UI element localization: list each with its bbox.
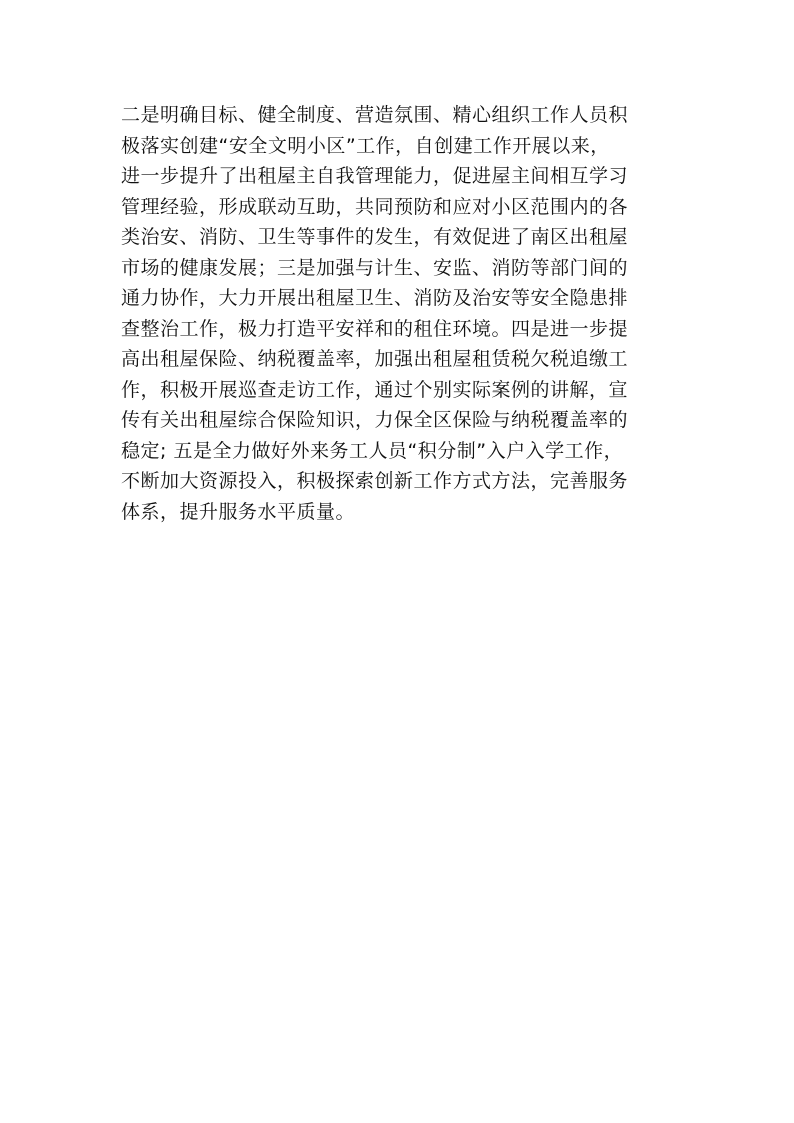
paragraph-line: 不断加大资源投入，积极探索创新工作方式方法，完善服务 <box>121 470 629 492</box>
paragraph-line: 极落实创建“安全文明小区”工作，自创建工作开展以来， <box>121 134 610 157</box>
paragraph-line: 作，积极开展巡查走访工作，通过个别实际案例的讲解，宣 <box>121 378 629 401</box>
paragraph-line: 市场的健康发展；三是加强与计生、安监、消防等部门间的 <box>121 256 629 279</box>
paragraph-line: 二是明确目标、健全制度、营造氛围、精心组织工作人员积 <box>121 104 629 126</box>
paragraph-line: 体系，提升服务水平质量。 <box>121 500 356 523</box>
paragraph-line: 通力协作，大力开展出租屋卫生、消防及治安等安全隐患排 <box>121 287 629 309</box>
paragraph-line: 查整治工作，极力打造平安祥和的租住环境。四是进一步提 <box>121 317 629 340</box>
paragraph-line: 管理经验，形成联动互助，共同预防和应对小区范围内的各 <box>121 195 629 218</box>
paragraph-line: 稳定; 五是全力做好外来务工人员“积分制”入户入学工作， <box>121 439 624 462</box>
paragraph-line: 进一步提升了出租屋主自我管理能力，促进屋主间相互学习 <box>121 165 629 187</box>
paragraph-line: 类治安、消防、卫生等事件的发生，有效促进了南区出租屋 <box>121 226 629 248</box>
paragraph-line: 传有关出租屋综合保险知识，力保全区保险与纳税覆盖率的 <box>121 409 629 431</box>
body-paragraph <box>121 100 681 527</box>
paragraph-line: 高出租屋保险、纳税覆盖率，加强出租屋租赁税欠税追缴工 <box>121 348 629 370</box>
